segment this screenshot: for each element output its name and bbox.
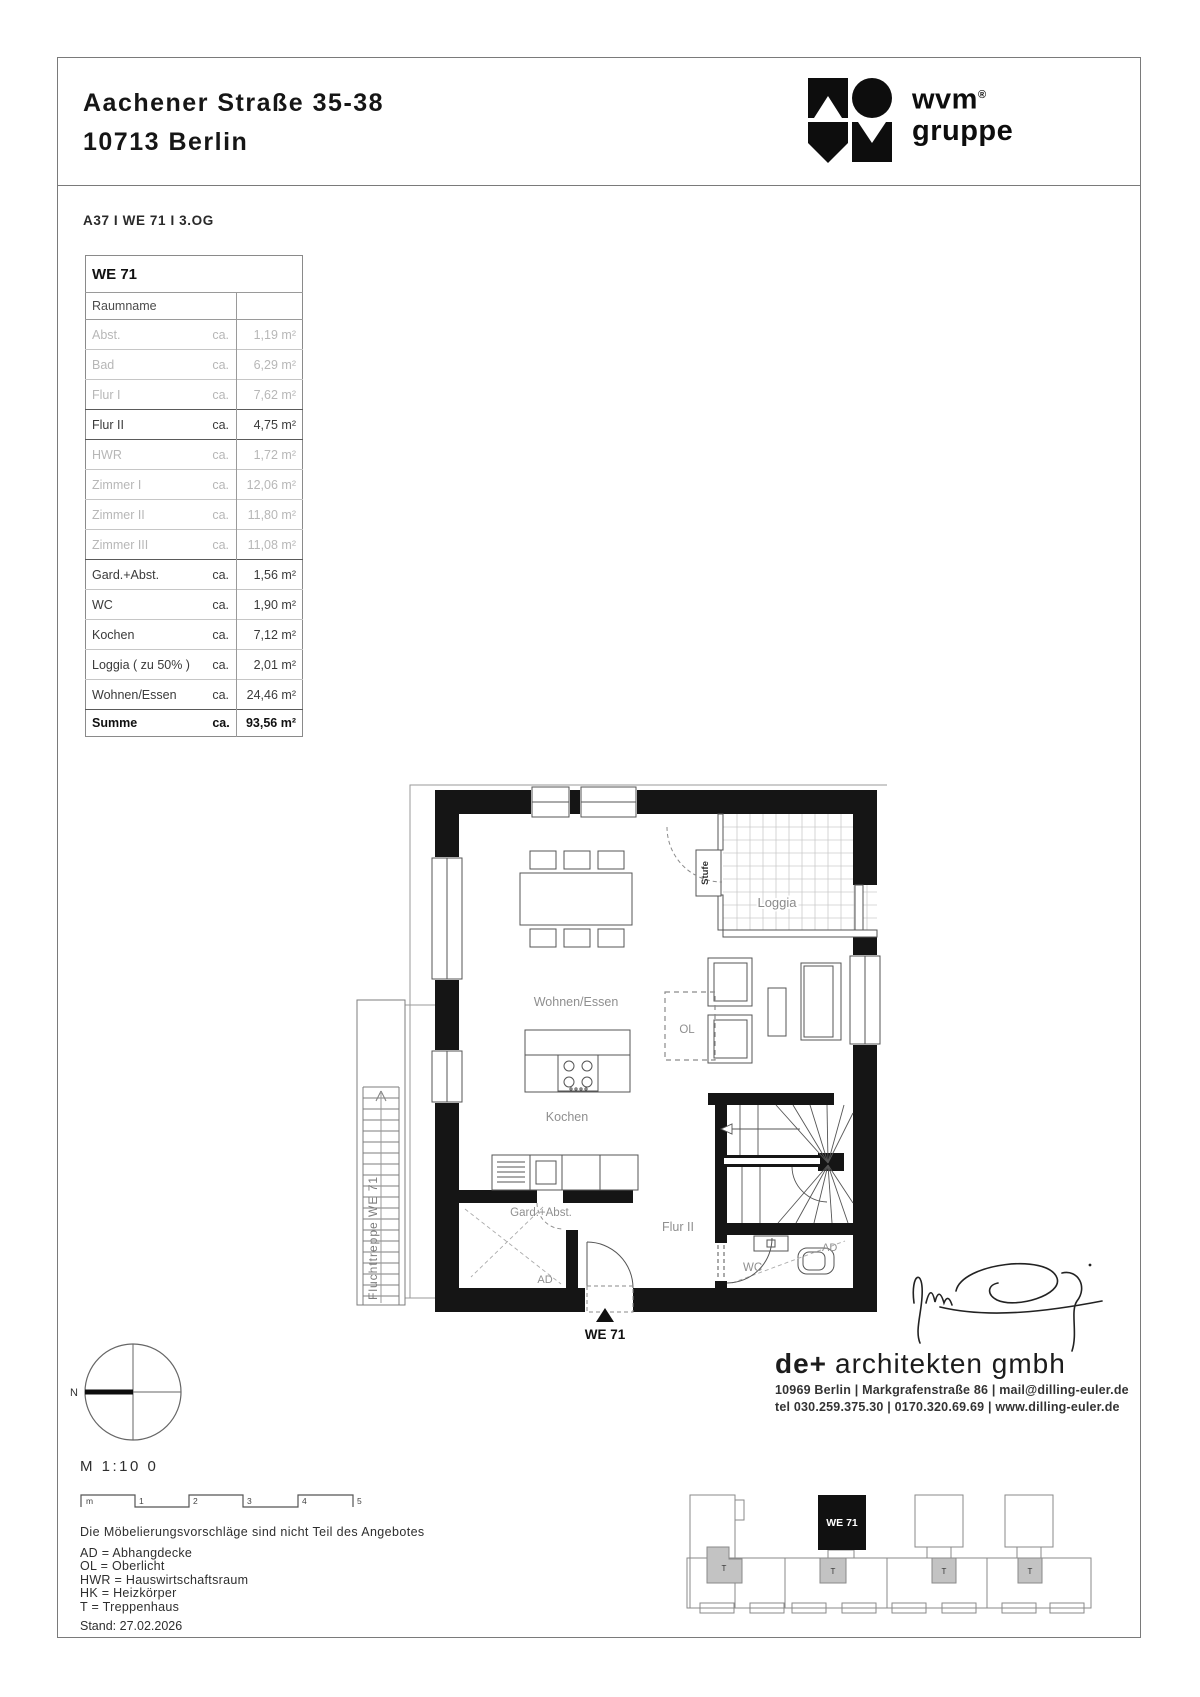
table-row	[86, 680, 303, 710]
kitchen-island	[525, 1030, 630, 1092]
column-header-room: Raumname	[86, 293, 207, 320]
scale-label: M 1:10 0	[80, 1458, 159, 1475]
loggia-label: Loggia	[757, 895, 797, 910]
ca-label: ca.	[206, 350, 236, 380]
kitchen-label: Kochen	[545, 1110, 589, 1124]
room-name: Gard.+Abst.	[86, 560, 207, 590]
entry-door	[587, 1242, 633, 1312]
wc-label: WC	[743, 1262, 763, 1274]
architect-contact: tel 030.259.375.30 | 0170.320.69.69 | www.dilling-euler.de	[775, 1400, 1120, 1414]
wvm-logo-icon	[808, 78, 896, 164]
table-total-row	[86, 710, 303, 737]
kitchen-counter	[492, 1155, 638, 1190]
hall-label: Flur II	[662, 1220, 694, 1234]
room-name: Abst.	[86, 320, 207, 350]
table-row	[86, 380, 303, 410]
legend	[80, 1526, 425, 1634]
room-name: Loggia ( zu 50% )	[86, 650, 207, 680]
ca-label: ca.	[206, 680, 236, 710]
ca-label: ca.	[206, 590, 236, 620]
room-area: 11,08 m²	[236, 530, 302, 560]
room-name: Bad	[86, 350, 207, 380]
unit-reference: A37 I WE 71 I 3.OG	[83, 213, 214, 228]
dining-table	[520, 851, 632, 947]
room-name: Kochen	[86, 620, 207, 650]
scale-tick: 5	[357, 1496, 362, 1506]
ca-label: ca.	[206, 470, 236, 500]
room-area: 12,06 m²	[236, 470, 302, 500]
room-area: 1,56 m²	[236, 560, 302, 590]
room-area: 24,46 m²	[236, 680, 302, 710]
stair-core-label: T	[1027, 1567, 1033, 1576]
escape-stair-label: Fluchttreppe WE 71	[366, 1175, 380, 1300]
garderobe-ad-label: AD	[537, 1274, 553, 1286]
table-header-row	[86, 293, 303, 320]
room-area: 1,90 m²	[236, 590, 302, 620]
scale-tick: 3	[247, 1496, 252, 1506]
room-area: 2,01 m²	[236, 650, 302, 680]
table-row	[86, 530, 303, 560]
site-key-plan	[660, 1475, 1130, 1635]
architect-block	[775, 1348, 1129, 1414]
ca-label: ca.	[206, 440, 236, 470]
scale-tick: 2	[193, 1496, 198, 1506]
scale-bar	[80, 1490, 380, 1516]
furnishing-note: Die Möbelierungsvorschläge sind nicht Teil des Angebotes	[80, 1525, 425, 1539]
room-area: 6,29 m²	[236, 350, 302, 380]
legend-item-hk: HK = Heizkörper	[80, 1586, 177, 1600]
living-label: Wohnen/Essen	[533, 995, 619, 1009]
escape-stair	[357, 1000, 405, 1305]
architect-name	[775, 1348, 1129, 1380]
table-row	[86, 440, 303, 470]
legend-item-hwr: HWR = Hauswirtschaftsraum	[80, 1572, 249, 1587]
stair-core-label: T	[830, 1567, 836, 1576]
total-area: 93,56 m²	[236, 710, 302, 737]
table-row	[86, 560, 303, 590]
architect-name-rest: architekten gmbh	[835, 1348, 1066, 1379]
address-line-1: Aachener Straße 35-38	[83, 89, 385, 117]
room-name: Flur II	[86, 410, 207, 440]
table-row	[86, 320, 303, 350]
room-name: Zimmer I	[86, 470, 207, 500]
wvm-logo-text	[912, 80, 1013, 147]
table-row	[86, 620, 303, 650]
revision-date: Stand: 27.02.2026	[80, 1619, 183, 1633]
ca-label: ca.	[206, 410, 236, 440]
lounge-furniture	[708, 958, 841, 1063]
table-row	[86, 350, 303, 380]
header-divider	[57, 185, 1141, 186]
room-name: Zimmer III	[86, 530, 207, 560]
wc-ad-label: AD	[822, 1242, 838, 1254]
room-area-table	[85, 255, 303, 737]
project-address	[83, 84, 384, 162]
north-label: N	[70, 1387, 78, 1399]
stair-core-label: T	[941, 1567, 947, 1576]
room-area: 7,62 m²	[236, 380, 302, 410]
garderobe-label: Gard.+Abst.	[510, 1207, 572, 1219]
architect-name-bold: de+	[775, 1348, 828, 1379]
room-area: 1,19 m²	[236, 320, 302, 350]
address-line-2: 10713 Berlin	[83, 128, 249, 156]
scale-tick: 4	[302, 1496, 307, 1506]
room-area: 7,12 m²	[236, 620, 302, 650]
ca-label: ca.	[206, 560, 236, 590]
ca-label: ca.	[206, 650, 236, 680]
step-label: Stufe	[700, 861, 711, 885]
ca-label: ca.	[206, 620, 236, 650]
scale-tick: 1	[139, 1496, 144, 1506]
room-area: 11,80 m²	[236, 500, 302, 530]
legend-item-ol: OL = Oberlicht	[80, 1559, 165, 1573]
brand-name-2: gruppe	[912, 114, 1014, 147]
room-name: WC	[86, 590, 207, 620]
unit-entrance-label: WE 71	[584, 1327, 626, 1342]
table-row	[86, 500, 303, 530]
entrance-arrow-icon	[596, 1308, 614, 1322]
room-name: Flur I	[86, 380, 207, 410]
room-name: Wohnen/Essen	[86, 680, 207, 710]
stair-handrail-slot	[724, 1158, 820, 1164]
site-unit-label: WE 71	[826, 1517, 858, 1529]
stair-core-label: T	[721, 1564, 727, 1573]
room-name: Zimmer II	[86, 500, 207, 530]
legend-item-ad: AD = Abhangdecke	[80, 1545, 193, 1560]
table-row	[86, 410, 303, 440]
table-row	[86, 590, 303, 620]
room-name: HWR	[86, 440, 207, 470]
architect-signature	[900, 1245, 1115, 1357]
loggia-walls	[696, 814, 877, 937]
windows	[432, 787, 880, 1103]
facade-outline	[410, 785, 887, 1298]
registered-mark: ®	[977, 89, 987, 101]
architect-address: 10969 Berlin | Markgrafenstraße 86 | mail@dilling-euler.de	[775, 1383, 1129, 1397]
legend-item-t: T = Treppenhaus	[80, 1599, 180, 1614]
ca-label: ca.	[206, 500, 236, 530]
ca-label: ca.	[206, 380, 236, 410]
room-area: 1,72 m²	[236, 440, 302, 470]
table-title-row	[86, 256, 303, 293]
table-row	[86, 470, 303, 500]
north-compass-icon	[60, 1335, 210, 1455]
table-row	[86, 650, 303, 680]
ca-label: ca.	[206, 710, 236, 737]
skylight-label: OL	[679, 1024, 695, 1036]
ca-label: ca.	[206, 530, 236, 560]
room-area: 4,75 m²	[236, 410, 302, 440]
scale-tick: m	[86, 1496, 94, 1506]
total-label: Summe	[86, 710, 207, 737]
table-title: WE 71	[86, 256, 303, 293]
brand-name: wvm	[912, 83, 978, 116]
floor-plan-drawing	[330, 715, 890, 1365]
ca-label: ca.	[206, 320, 236, 350]
